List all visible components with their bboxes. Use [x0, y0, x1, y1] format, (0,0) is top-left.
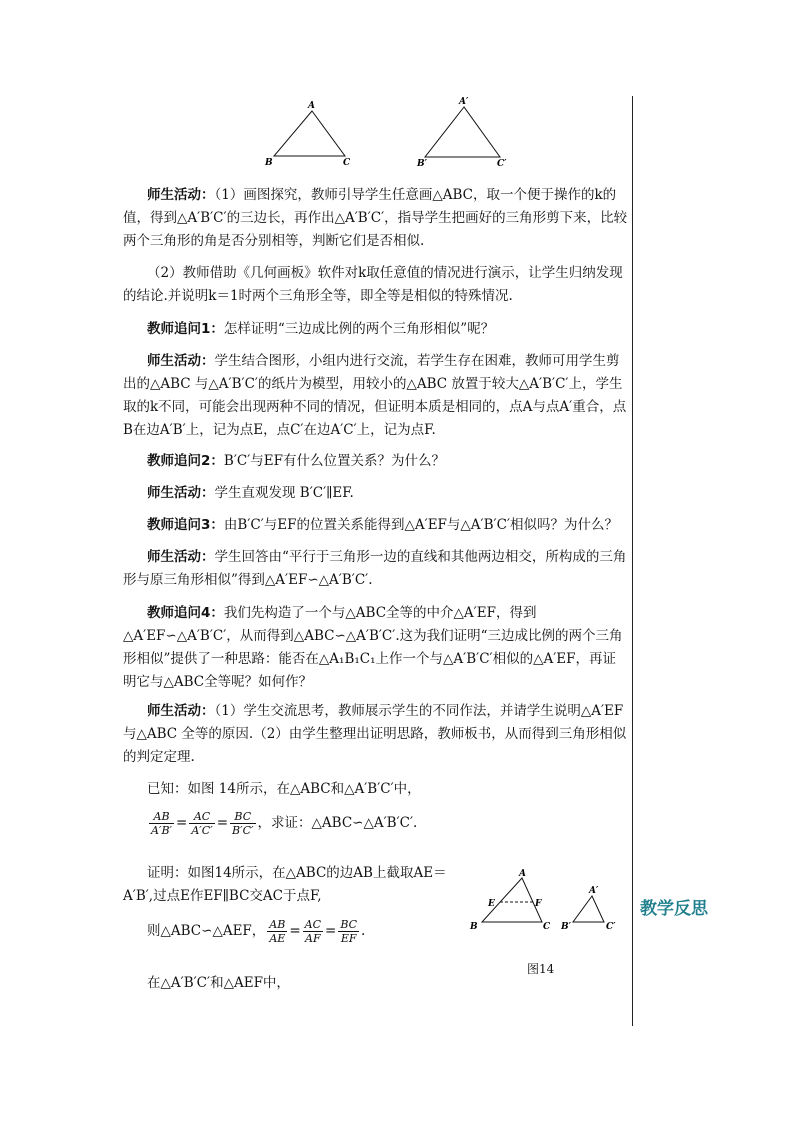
- label-C: C: [343, 158, 351, 168]
- margin-divider: [632, 96, 633, 1026]
- fig14-label-B: B: [470, 922, 478, 932]
- label-B: B: [265, 158, 273, 168]
- proof-formula: 则△ABC∽△AEF， $\frac{AB}{AE}$ = $\frac{AC}{AF}$ = $\frac{BC}{EF}$ .: [147, 918, 366, 945]
- paragraph-question-2: 教师追问2：B′C′与EF有什么位置关系？为什么？: [147, 453, 446, 469]
- label-B-prime: B′: [417, 159, 427, 169]
- paragraph-activity-2: （2）教师借助《几何画板》软件对k取任意值的情况进行演示，让学生归纳发现的结论.并说明k＝1时两个三角形全等，即全等是相似的特殊情况.: [123, 265, 623, 304]
- paragraph-question-4: 教师追问4：我们先构造了一个与△ABC全等的中介△A′EF，得到△A′EF∽△A′B′C′，从而得到△ABC∽△A′B′C′.这为我们证明“三边成比例的两个三角形相似”提供了一种思路：能否在△A₁B₁C₁上作一个与△A′B′C′相似的△A′EF，再证明它与△ABC全等呢？如何作？: [123, 605, 623, 690]
- paragraph-activity-1: 师生活动：（1）画图探究，教师引导学生任意画△ABC，取一个便于操作的k的值，得到△A′B′C′的三边长，再作出△A′B′C′，指导学生把画好的三角形剪下来，比较两个三角形的角是否分别相等，判断它们是否相似.: [123, 187, 628, 249]
- paragraph-in-triangles: 在△A′B′C′和△AEF中，: [147, 975, 290, 991]
- paragraph-question-3: 教师追问3：由B′C′与EF的位置关系能得到△A′EF与△A′B′C′相似吗？为什么？: [147, 517, 619, 533]
- top-triangles-figure: [255, 95, 525, 175]
- label-A: A: [308, 101, 315, 111]
- fig14-label-B-prime: B′: [561, 922, 571, 932]
- figure-14-caption: 图14: [527, 962, 555, 976]
- paragraph-activity-4: 师生活动：学生直观发现 B′C′∥EF.: [147, 485, 354, 501]
- label-C-prime: C′: [497, 159, 507, 169]
- fig14-label-A-prime: A′: [589, 886, 599, 896]
- paragraph-question-1: 教师追问1：怎样证明“三边成比例的两个三角形相似”呢？: [147, 321, 495, 337]
- paragraph-activity-6: 师生活动：（1）学生交流思考，教师展示学生的不同作法，并请学生说明△A′EF与△ABC 全等的原因.（2）由学生整理出证明思路，教师板书，从而得到三角形相似的判定定理.: [123, 703, 627, 765]
- fig14-label-F: F: [535, 899, 542, 909]
- teaching-reflection-heading: 教学反思: [640, 899, 708, 919]
- given-formula: $\frac{AB}{A'B'}$ = $\frac{AC}{A'C'}$ = $\frac{BC}{B'C'}$ ，求证：△ABC∽△A′B′C′.: [151, 810, 418, 837]
- fig14-label-E: E: [488, 899, 495, 909]
- label-A-prime: A′: [459, 97, 469, 107]
- paragraph-activity-5: 师生活动：学生回答由“平行于三角形一边的直线和其他两边相交，所构成的三角形与原三角形相似”得到△A′EF∽△A′B′C′.: [123, 549, 627, 588]
- fig14-label-C-prime: C′: [606, 922, 616, 932]
- paragraph-given: 已知：如图 14所示，在△ABC和△A′B′C′中，: [147, 781, 421, 797]
- paragraph-proof: 证明：如图14所示，在△ABC的边AB上截取AE＝A′B′,过点E作EF∥BC交AC于点F,: [123, 865, 447, 904]
- figure-14: [462, 866, 622, 936]
- fig14-label-C: C: [543, 922, 551, 932]
- fig14-label-A: A: [519, 869, 526, 879]
- paragraph-activity-3: 师生活动：学生结合图形，小组内进行交流，若学生存在困难，教师可用学生剪出的△ABC 与△A′B′C′的纸片为模型，用较小的△ABC 放置于较大△A′B′C′上，学生取的k不同，可能会出现两种不同的情况，但证明本质是相同的，点A与点A′重合，点B在边A′B′上，记为点E，点C′在边A′C′上，记为点F.: [123, 353, 627, 438]
